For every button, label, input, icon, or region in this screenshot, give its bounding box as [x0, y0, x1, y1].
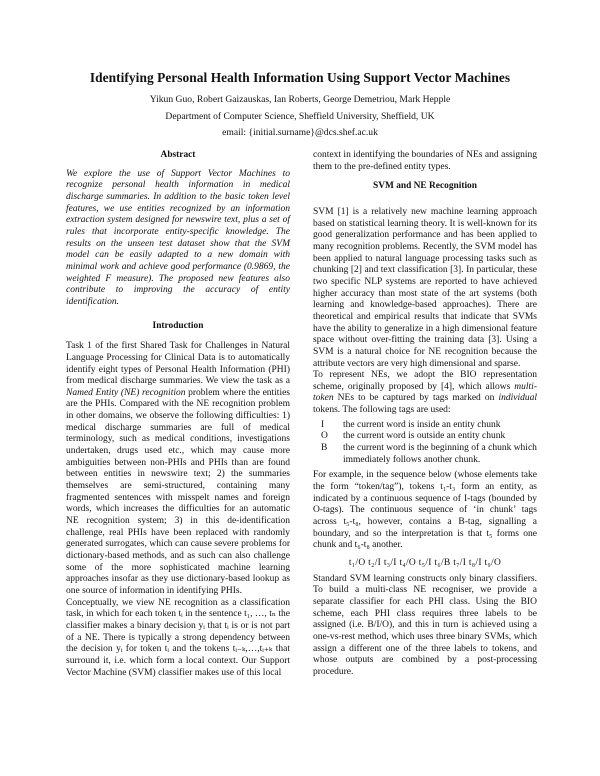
- abstract-heading: Abstract: [160, 150, 196, 160]
- intro-p1-part-b: problem where the entities are the PHIs. Compared with the NE recognition problem in other domains, we observe the following difficulties: 1) medical discharge summaries are full of medical terminology, such as medical conditions, investigations undertaken, drugs used etc., which may cause more ambiguities between non-PHIs and PHIs than are found between entities in newswire text; 2) the summaries themselves are semi-structured, containing many fragmented sentences with misspelt names and foreign words, which increases the difficulties for an automatic NE recognition system; 3) in this de-identification challenge, real PHIs have been replaced with randomly generated surrogates, which can cause severe problems for dictionary-based methods, and as such can also challenge some of the more sophisticated machine learning approaches insofar as they use dictionary-based lookup as one source of information in identifying PHIs.: [66, 387, 291, 596]
- bio-tag-label: O: [321, 431, 328, 442]
- paper-title: Identifying Personal Health Information Using Support Vector Machines: [89, 70, 511, 85]
- contact-email: email: {initial.surname}@dcs.shef.ac.uk: [222, 127, 378, 138]
- intro-p1-emphasis: Named Entity (NE) recognition: [66, 387, 186, 398]
- svm-p2-part-b: NEs to be captured by tags marked on: [333, 393, 499, 404]
- bio-tag-label: I: [321, 419, 325, 430]
- bio-tag-item: [321, 443, 537, 466]
- svm-paragraph-4: Standard SVM learning constructs only binary classifiers. To build a multi-class NE recogniser, we provide a separate classifier for each PHI class. Using the BIO scheme, each PHI class requires three labels to be assigned (i.e. B/I/O), and this in turn is achieved using a one-vs-rest method, which uses three binary SVMs, which assign a different one of the three labels to tokens, and whose outputs are combined by a post-processing procedure.: [313, 573, 537, 677]
- svm-p2-part-c: tokens. The following tags are used:: [313, 405, 451, 416]
- svm-paragraph-3: For example, in the sequence below (whose elements take the form “token/tag”), tokens t₁-t₃ form an entity, as indicated by a continuous sequence of I-tags (bounded by O-tags). The continuous sequence of ‘in chunk’ tags across t₅-t₈, however, contains a B-tag, signalling a boundary, and so the interpretation is that t₅ forms one chunk and t₆-t₈ another.: [313, 470, 537, 551]
- continued-text: context in identifying the boundaries of NEs and assigning them to the pre-defined entity types.: [313, 150, 537, 172]
- bio-tag-list: [321, 420, 537, 467]
- left-column: [66, 150, 290, 679]
- svm-paragraph-1: SVM [1] is a relatively new machine learning approach based on statistical learning theory. It is well-known for its good generalization performance and has been applied to many recognition problems. Recently, the SVM model has been applied to natural language processing tasks such as chunking [2] and text classification [3]. In particular, these two specific NLP systems are reported to have achieved higher accuracy than most state of the art systems (both learning and knowledge-based approaches). There are theoretical and empirical results that indicate that SVMs have the ability to generalize in a high dimensional feature space without over-fitting the training data [3]. Using a SVM is a natural choice for NE recognition because the attribute vectors are very high dimensional and sparse.: [313, 206, 537, 369]
- abstract-text: We explore the use of Support Vector Machines to recognize personal health information in medical discharge summaries. In addition to the basic token level features, we use entities recognized by an information extraction system designed for newswire text, plus a set of rules that incorporate entity-specific knowledge. The results on the unseen test dataset show that the SVM model can be easily adapted to a new domain with minimal work and achieve good performance (0.9869, the weighted F measure). The proposed new features also contribute to improving the accuracy of entity identification.: [66, 168, 290, 307]
- svm-p2-emphasis-2: individual: [498, 393, 537, 404]
- svm-p2-emphasis-1: multi-token: [313, 381, 537, 404]
- bio-tag-item: [321, 431, 537, 443]
- bio-tag-item: [321, 420, 537, 432]
- introduction-heading: Introduction: [152, 320, 204, 331]
- right-column: [313, 150, 537, 679]
- svm-p2-part-a: To represent NEs, we adopt the BIO representation scheme, originally proposed by [4], which allows: [313, 370, 537, 392]
- bio-tag-description: the current word is the beginning of a chunk which immediately follows another chunk.: [343, 443, 537, 465]
- svm-paragraph-2: [313, 370, 537, 417]
- affiliation: Department of Computer Science, Sheffield University, Sheffield, UK: [165, 111, 435, 122]
- bio-tag-label: B: [321, 443, 328, 454]
- example-tag-sequence: t₁/O t₂/I t₃/I t₄/O t₅/I t₆/B t₇/I t₈/I t₉/O: [348, 558, 502, 568]
- bio-tag-description: the current word is outside an entity chunk: [343, 431, 506, 442]
- author-list: Yikun Guo, Robert Gaizauskas, Ian Roberts, George Demetriou, Mark Hepple: [149, 94, 451, 105]
- intro-p1-part-a: Task 1 of the first Shared Task for Challenges in Natural Language Processing for Clinical Data is to automatically identify eight types of Personal Health Information (PHI) from medical discharge summaries. We view the task as a: [66, 341, 290, 387]
- svm-section-heading: SVM and NE Recognition: [373, 181, 477, 192]
- introduction-paragraph-2: Conceptually, we view NE recognition as a classification task, in which for each token tᵢ in the sentence t₁, …, tₙ the classifier makes a binary decision yᵢ that tᵢ is or is not part of a NE. There is typically a strong dependency between the decision yᵢ for token tᵢ and the tokens tᵢ₋ₖ,…,tᵢ₊ₖ that surround it, i.e. which form a local context. Our Support Vector Machine (SVM) classifier makes use of this local: [66, 597, 290, 678]
- bio-tag-description: the current word is inside an entity chunk: [343, 419, 501, 430]
- introduction-paragraph-1: [66, 341, 290, 597]
